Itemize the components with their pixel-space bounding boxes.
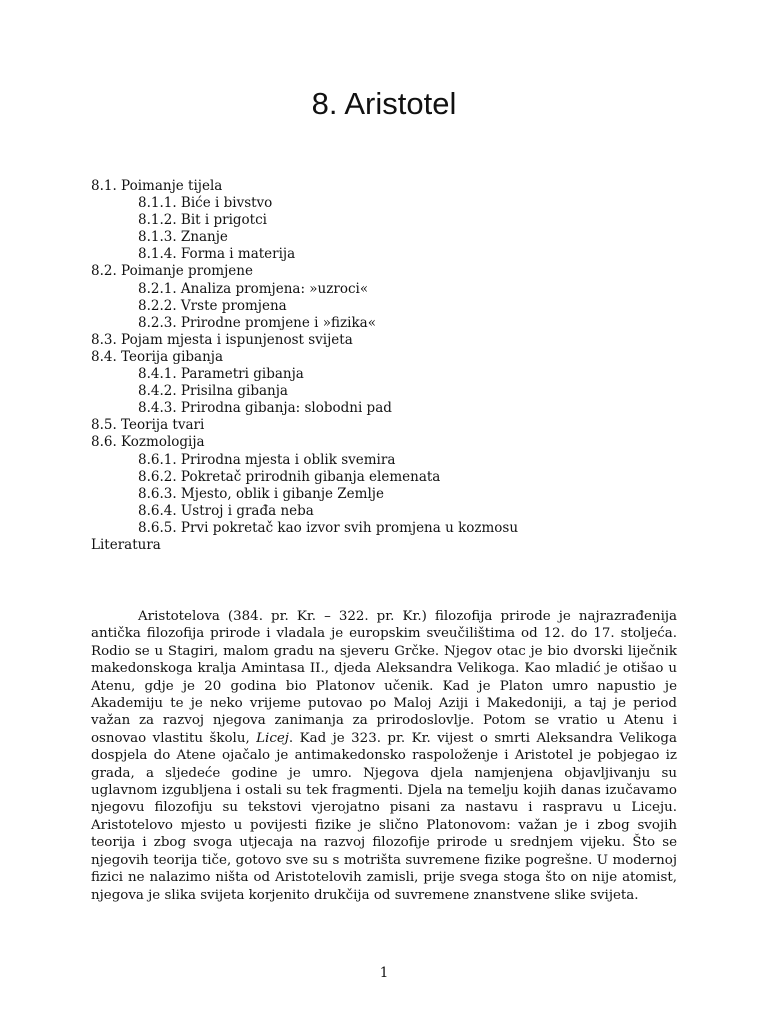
paragraph-text-part1: Aristotelova (384. pr. Kr. – 322. pr. Kr.) filozofija prirode je najrazrađenija antička filozofija prirode i vladala je europskim sveučilištima od 12. do 17. stoljeća. Rodio se u Stagiri, malom gradu na sjeveru Grčke. Njegov otac je bio dvorski liječnik makedonskoga kralja Amintasa II., djeda Aleksandra Velikoga. Kao mladić je otišao u Atenu, gdje je 20 godina bio Platonov učenik. Kad je Platon umro napustio je Akademiju te je neko vrijeme putovao po Maloj Aziji i Makedoniji, a taj je period važan za razvoj njegova zanimanja za prirodoslovlje. Potom se vratio u Atenu i osnovao vlastitu školu, bbox=[91, 609, 677, 746]
toc-entry: 8.2. Poimanje promjene bbox=[91, 263, 253, 280]
toc-entry: 8.4.3. Prirodna gibanja: slobodni pad bbox=[138, 400, 392, 417]
toc-entry: 8.1.3. Znanje bbox=[138, 229, 228, 246]
table-of-contents bbox=[91, 178, 691, 554]
toc-entry: 8.1.2. Bit i prigotci bbox=[138, 212, 267, 229]
toc-entry: 8.4.1. Parametri gibanja bbox=[138, 366, 304, 383]
page-title: 8. Aristotel bbox=[311, 86, 457, 121]
toc-entry: 8.1.4. Forma i materija bbox=[138, 246, 296, 263]
toc-entry: 8.2.2. Vrste promjena bbox=[138, 297, 287, 314]
toc-entry: Literatura bbox=[91, 536, 161, 553]
toc-entry: 8.6.5. Prvi pokretač kao izvor svih promjena u kozmosu bbox=[138, 519, 519, 536]
toc-entry: 8.6.2. Pokretač prirodnih gibanja elemenata bbox=[138, 468, 441, 485]
paragraph-text-part2: . Kad je 323. pr. Kr. vijest o smrti Aleksandra Velikoga dospjela do Atene ojačalo je antimakedonsko raspoloženje i Aristotel je pobjegao iz grada, a sljedeće godine je umro. Njegova djela namjenjena objavljivanju su uglavnom izgubljena i ostali su tek fragmenti. Djela na temelju kojih danas izučavamo njegovu filozofiju su tekstovi vjerojatno pisani za nastavu i raspravu u Liceju. Aristotelovo mjesto u povijesti fizike je slično Platonovom: važan je i zbog svojih teorija i zbog svoga utjecaja na razvoj filozofije prirode u srednjem vijeku. Što se njegovih teorija tiče, gotovo sve su s motrišta suvremene fizike pogrešne. U modernoj fizici ne nalazimo ništa od Aristotelovih zamisli, prije svega stoga što on nije atomist, njegova je slika svijeta korjenito drukčija od suvremene znanstvene slike svijeta. bbox=[91, 730, 677, 903]
intro-paragraph-block bbox=[91, 608, 677, 904]
toc-entry: 8.4. Teorija gibanja bbox=[91, 348, 224, 365]
toc-entry: 8.2.3. Prirodne promjene i »fizika« bbox=[138, 314, 376, 331]
toc-entry: 8.5. Teorija tvari bbox=[91, 417, 205, 434]
toc-entry: 8.2.1. Analiza promjena: »uzroci« bbox=[138, 280, 369, 297]
paragraph-italic-licej: Licej bbox=[256, 730, 289, 746]
toc-entry: 8.6. Kozmologija bbox=[91, 434, 205, 451]
toc-entry: 8.1.1. Biće i bivstvo bbox=[138, 195, 273, 212]
toc-entry: 8.3. Pojam mjesta i ispunjenost svijeta bbox=[91, 331, 353, 348]
toc-entry: 8.4.2. Prisilna gibanja bbox=[138, 383, 288, 400]
toc-entry: 8.6.4. Ustroj i građa neba bbox=[138, 502, 314, 519]
toc-entry: 8.6.1. Prirodna mjesta i oblik svemira bbox=[138, 451, 396, 468]
intro-paragraph bbox=[91, 608, 677, 904]
toc-entry: 8.1. Poimanje tijela bbox=[91, 178, 223, 194]
page-number: 1 bbox=[379, 965, 389, 981]
toc-entry: 8.6.3. Mjesto, oblik i gibanje Zemlje bbox=[138, 485, 384, 502]
